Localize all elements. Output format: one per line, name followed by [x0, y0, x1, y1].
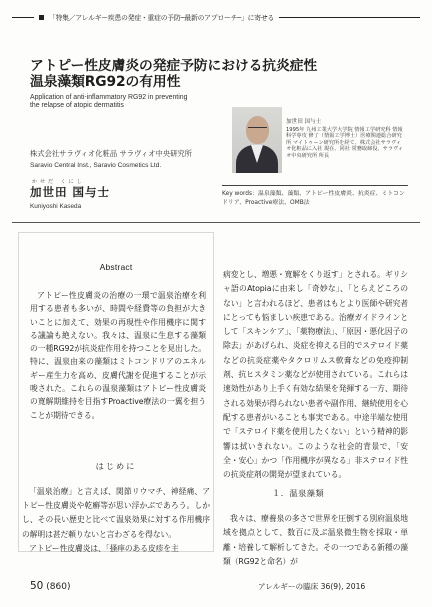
journal-citation: アレルギーの臨床 36(9), 2016 [258, 582, 366, 591]
english-title-line-1: Application of anti-inflammatory RG92 in preventing [30, 94, 188, 101]
page-number [30, 580, 70, 592]
profile-name: 加世田 国与士 [286, 119, 322, 125]
abstract-paragraph: アトピー性皮膚炎の治療の一環で温泉治療を利用する患者も多いが、時間や経費等の負担が大きいことに加えて、効果の再現性や作用機序に関する議論も絶えない。我々は、温泉に生息する藻類の一種RG92が抗炎症作用を持つことを見出した。特に、温泉由来の藻類はミトコンドリアのエネルギー産生力を高め、皮膚代謝を促進することが示唆された。これらの温泉藻類はアトピー性皮膚炎の寛解期維持を目指すProactive療法の一翼を担うことが期待できる。 [30, 291, 206, 420]
title-line-1: アトピー性皮膚炎の発症予防における抗炎症性 [30, 58, 318, 74]
author-name: 加世田 国与士 [30, 185, 111, 199]
author-name-en: Kuniyoshi Kaseda [30, 203, 82, 210]
intro-paragraph-2: アトピー性皮膚炎は、「搔痒のある皮疹を主 [29, 543, 179, 553]
right-column-body [223, 268, 408, 482]
banner-square-icon [39, 15, 44, 20]
right-paragraph-1: 病変とし、増悪・寛解をくり返す」とされる。ギリシャ語のAtopiaに由来し「奇妙な」、「とらえどころのない」と言われるほど、患者はもとより医師や研究者にとっても悩ましい疾患である。治療ガイドラインとして「スキンケア」、「薬物療法」、「原因・悪化因子の除去」があげられ、炎症を抑える目的でステロイド薬などの抗炎症薬やタクロリムス軟膏などの免疫抑制剤、抗ヒスタミン薬などが使用されている。これらは速効性があり上手く有効な結果を発揮する一方、期待される効果が得られない患者や副作用、継続使用を心配する患者がいることも事実である。中途半端な使用で「ステロイド薬を使用したくない」という精神的影響は拭いきれない。このような社会的背景で、「安全・安心」かつ「作用機序が異なる」非ステロイド性の抗炎症剤の開発が望まれている。 [223, 270, 408, 480]
english-title-line-2: the relapse of atopic dermatitis [30, 102, 124, 110]
title-line-2: 温泉藻類RG92の有用性 [30, 74, 181, 90]
banner-rule-right [279, 17, 420, 18]
affiliation-ja: 株式会社サラヴィオ化粧品 サラヴィオ中央研究所 [30, 149, 192, 158]
section-heading: １．温泉藻類 [272, 488, 325, 498]
banner-rule-left [12, 17, 34, 18]
header-divider [12, 222, 420, 223]
author-profile [286, 119, 406, 160]
intro-heading: はじめに [95, 461, 137, 471]
keywords-text: 温泉藻類、藻類、アトピー性皮膚炎、抗炎症、ミトコンドリア、Proactive療法、OMB法 [222, 191, 405, 206]
section-body [223, 512, 408, 569]
page-number-total: (860) [46, 582, 71, 592]
profile-bio: 1995年 九州工業大学大学院 情報工学研究科 情報科学専攻 修了（情報工学博士）医療関連総合研究所 マイトゥーン研究所を経て、株式会社サラヴィオ化粧品に入社 現在、同社 常務取締役、サラヴィオ中央研究所 所長 [286, 126, 404, 159]
author-photo [232, 107, 282, 173]
author-name-ruby: かせだ くにし [32, 179, 85, 185]
intro-body [22, 485, 210, 556]
section-paragraph: 我々は、療養泉の多さで世界を圧倒する別府温泉地域を拠点として、数百に及ぶ温泉微生物を採取・単離・培養して解析してきた。その一つである新種の藻類（RG92と命名）が [223, 514, 408, 566]
page-number-value: 50 [30, 580, 44, 592]
keywords [222, 185, 408, 207]
english-title [30, 94, 220, 110]
keywords-label: Key words： [222, 191, 258, 197]
photo-glasses-shape [248, 127, 267, 132]
series-label: 「特集／アレルギー疾患の発症・重症の予防─最新のアプローチ─」に寄せる [49, 14, 275, 22]
article-title [30, 58, 390, 90]
abstract-body [30, 289, 206, 422]
affiliation-en: Saravio Central Inst., Saravio Cosmetics Ltd. [30, 162, 162, 169]
intro-paragraph-1: 「温泉治療」と言えば、関節リウマチ、神経痛、アトピー性皮膚炎や乾癬等が思い浮かぶであろう。しかし、その長い歴史と比べて温泉効果に対する作用機序の解明は甚だ頼りないと言わざるを得ない。 [22, 487, 210, 539]
abstract-heading: Abstract [99, 262, 133, 272]
series-banner [12, 10, 420, 24]
